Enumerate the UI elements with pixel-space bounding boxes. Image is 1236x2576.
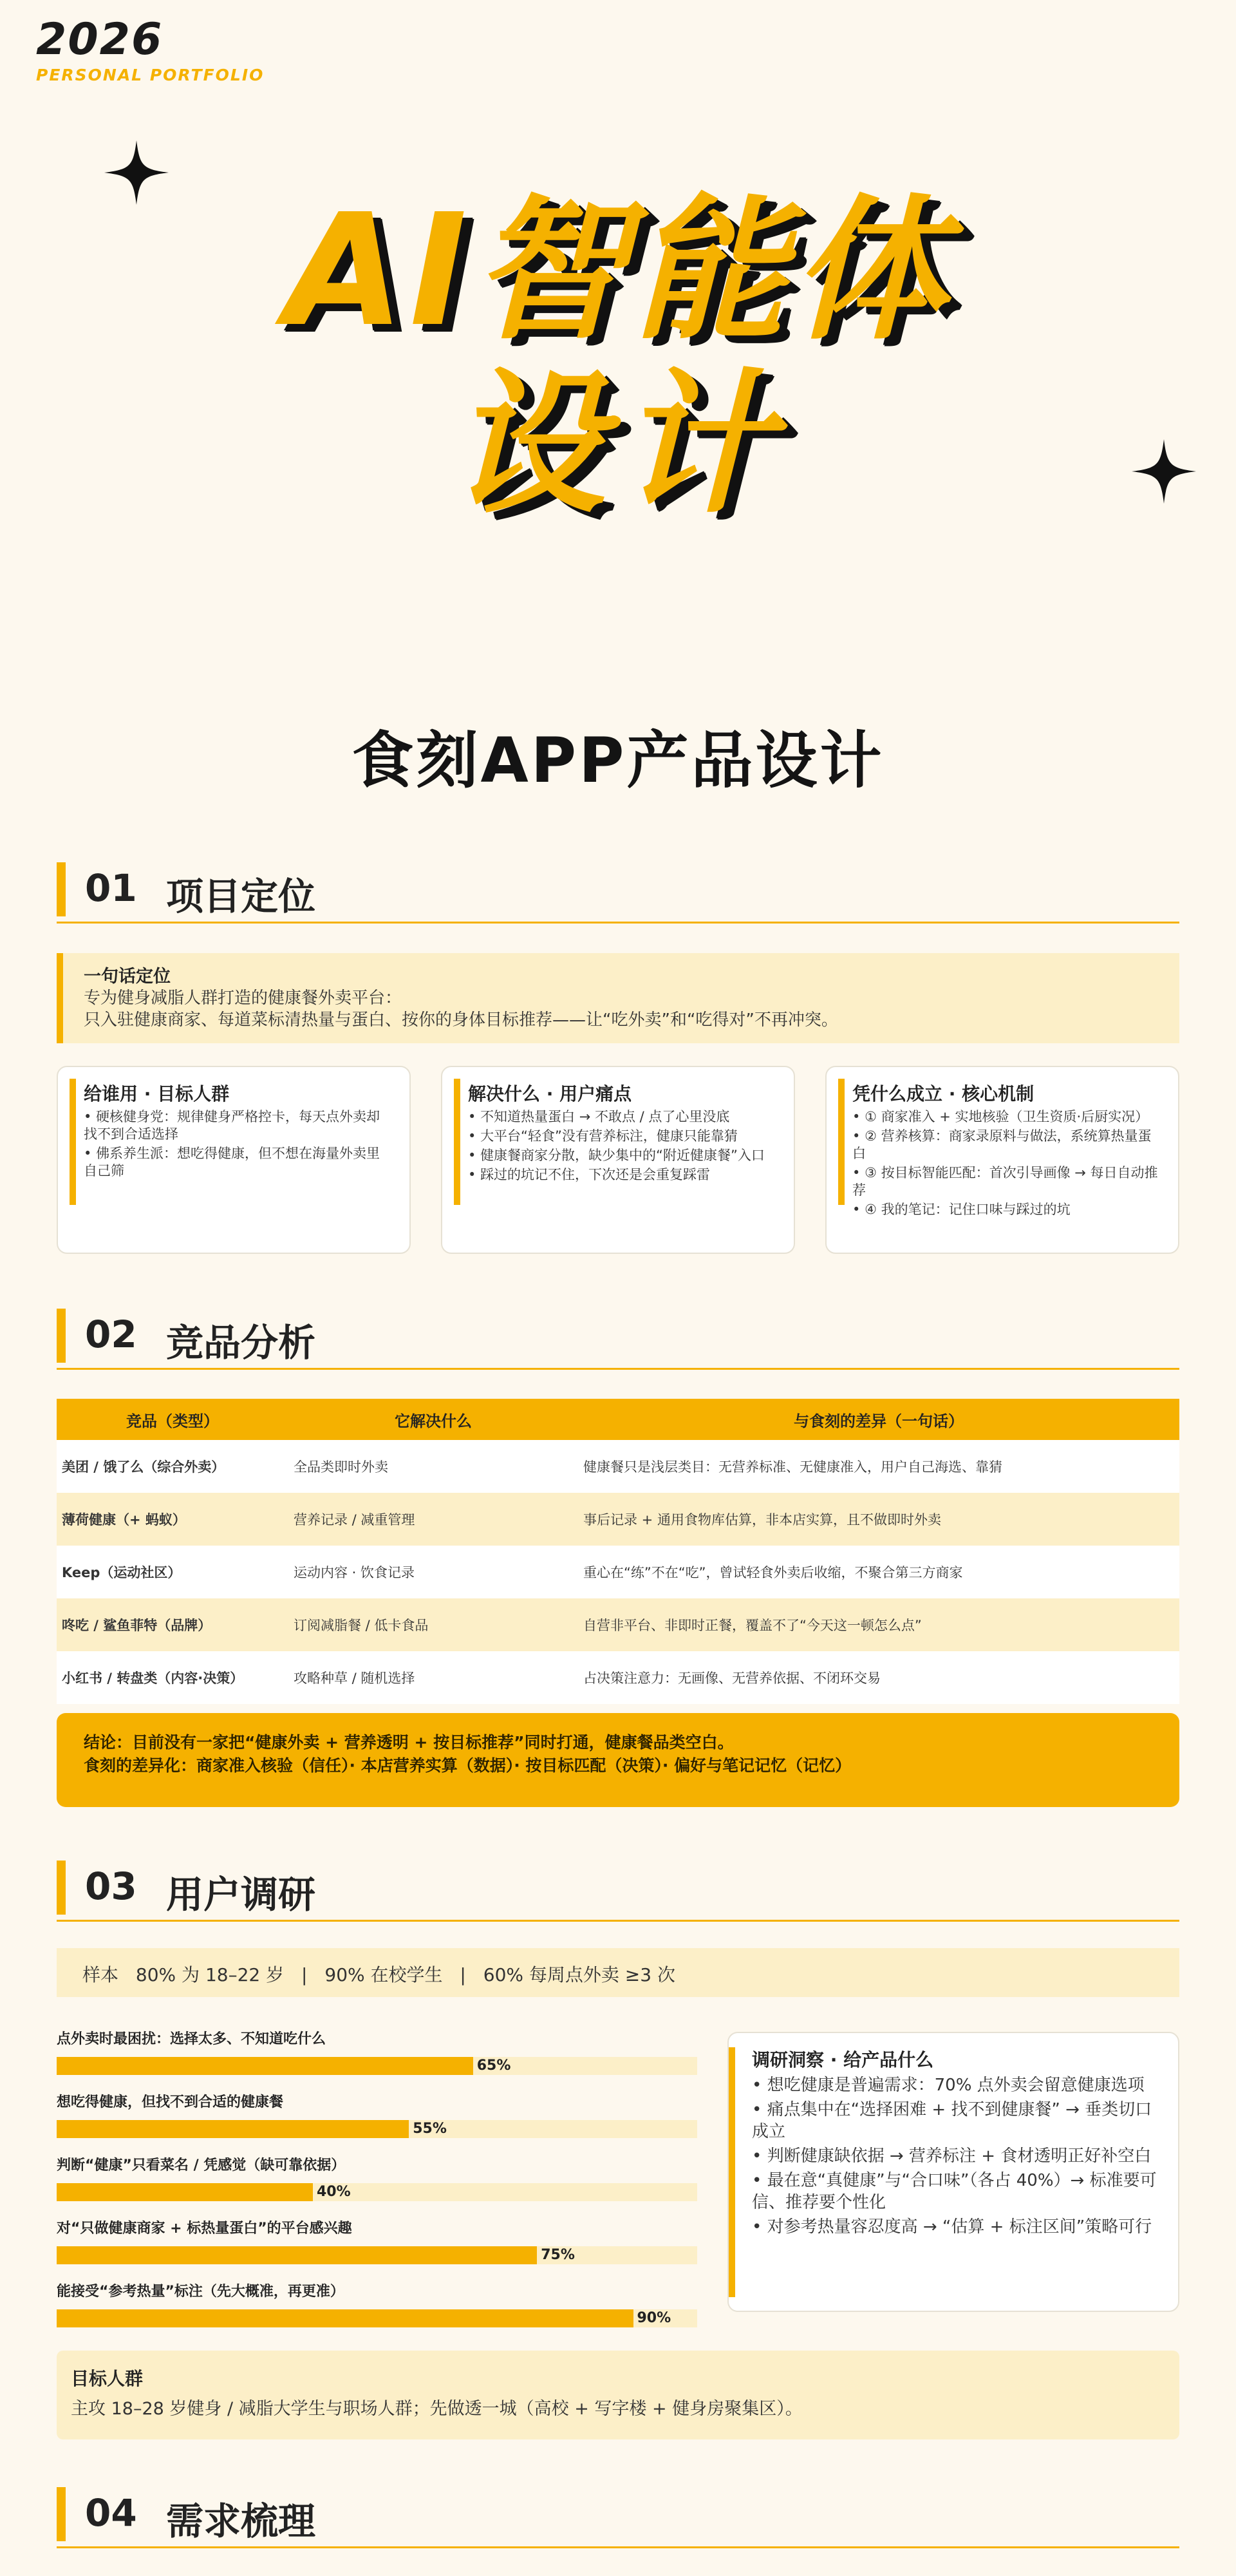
- table-cell: 健康餐只是浅层类目：无营养标准、无健康准入，用户自己海选、靠猜: [578, 1440, 1179, 1493]
- survey-track: [57, 2057, 697, 2075]
- target-heading: 目标人群: [71, 2368, 144, 2389]
- table-header-row: [57, 1399, 1179, 1440]
- year-label: 2026: [36, 14, 164, 65]
- hero-section: [0, 0, 1236, 683]
- survey-label: 想吃得健康，但找不到合适的健康餐: [57, 2094, 284, 2110]
- table-cell: 事后记录 + 通用食物库估算，非本店实算，且不做即时外卖: [578, 1493, 1179, 1546]
- survey-label: 判断“健康”只看菜名 / 凭感觉（缺可靠依据）: [57, 2157, 346, 2174]
- list-item: • 判断健康缺依据 → 营养标注 + 食材透明正好补空白: [752, 2145, 1164, 2167]
- survey-label: 对“只做健康商家 + 标热量蛋白”的平台感兴趣: [57, 2221, 352, 2237]
- list-item: • 健康餐商家分散，缺少集中的“附近健康餐”入口: [468, 1147, 777, 1164]
- list-item: • 不知道热量蛋白 → 不敢点 / 点了心里没底: [468, 1108, 777, 1126]
- sample-stat: 60% 每周点外卖 ≥3 次: [483, 1964, 675, 1985]
- table-row: [57, 1598, 1179, 1651]
- section-number: 01: [85, 866, 137, 910]
- survey-item: [57, 2092, 697, 2147]
- table-cell: 自营非平台、非即时正餐，覆盖不了“今天这一顿怎么点”: [578, 1598, 1179, 1651]
- survey-label: 能接受“参考热量”标注（先大概准，再更准）: [57, 2284, 344, 2300]
- portfolio-subtitle: PERSONAL PORTFOLIO: [36, 66, 265, 84]
- section-number: 03: [85, 1864, 137, 1908]
- list-item: • 佛系养生派：想吃得健康，但不想在海量外卖里自己筛: [84, 1145, 393, 1180]
- section-title: 用户调研: [166, 1873, 316, 1917]
- target-line: 主攻 18–28 岁健身 / 减脂大学生与职场人群；先做透一城（高校 + 写字楼 + 健身房聚集区）。: [71, 2399, 803, 2419]
- positioning-line: 只入驻健康商家、每道菜标清热量与蛋白、按你的身体目标推荐——让“吃外卖”和“吃得对”不再冲突。: [84, 1010, 838, 1030]
- table-cell: 小红书 / 转盘类（内容·决策）: [57, 1651, 288, 1704]
- section-number: 04: [85, 2491, 137, 2535]
- sample-summary: [57, 1948, 1179, 1997]
- table-cell: 占决策注意力：无画像、无营养依据、不闭环交易: [578, 1651, 1179, 1704]
- table-row: [57, 1651, 1179, 1704]
- survey-percent: 90%: [637, 2310, 671, 2326]
- list-item: • 大平台“轻食”没有营养标注，健康只能靠猜: [468, 1128, 777, 1145]
- conclusion-line: 食刻的差异化：商家准入核验（信任）· 本店营养实算（数据）· 按目标匹配（决策）· 偏好与笔记记忆（记忆）: [84, 1756, 852, 1775]
- section-title: 需求梳理: [166, 2499, 316, 2543]
- survey-item: [57, 2281, 697, 2336]
- card-list: [852, 1108, 1172, 1220]
- positioning-line: 专为健身减脂人群打造的健康餐外卖平台：: [84, 989, 402, 1008]
- section-header-positioning: [57, 860, 1179, 923]
- table-cell: 订阅减脂餐 / 低卡食品: [288, 1598, 578, 1651]
- list-item: • ③ 按目标智能匹配：首次引导画像 → 每日自动推荐: [852, 1164, 1161, 1199]
- table-cell: 全品类即时外卖: [288, 1440, 578, 1493]
- card-title: 凭什么成立 · 核心机制: [852, 1083, 1035, 1104]
- conclusion-line: 结论：目前没有一家把“健康外卖 + 营养透明 + 按目标推荐”同时打通，健康餐品类空白。: [84, 1733, 734, 1752]
- card-list: [468, 1108, 787, 1186]
- card-pain-points: [441, 1066, 795, 1254]
- app-title: 食刻APP产品设计: [351, 724, 885, 797]
- hero-title-line1: AI智能体: [285, 180, 951, 361]
- card-core-mechanism: [825, 1066, 1179, 1254]
- insight-list: [752, 2074, 1164, 2240]
- positioning-heading: 一句话定位: [84, 967, 171, 987]
- section-number: 02: [85, 1312, 137, 1356]
- survey-percent: 40%: [317, 2184, 351, 2200]
- section-title: 竞品分析: [166, 1321, 316, 1365]
- survey-fill: [57, 2057, 473, 2075]
- survey-fill: [57, 2309, 633, 2327]
- list-item: • 踩过的坑记不住，下次还是会重复踩雷: [468, 1166, 777, 1184]
- table-cell: 美团 / 饿了么（综合外卖）: [57, 1440, 288, 1493]
- table-cell: 攻略种草 / 随机选择: [288, 1651, 578, 1704]
- table-cell: 咚吃 / 鲨鱼菲特（品牌）: [57, 1598, 288, 1651]
- table-row: [57, 1440, 1179, 1493]
- column-header: 它解决什么: [288, 1399, 578, 1440]
- list-item: • 痛点集中在“选择困难 + 找不到健康餐” → 垂类切口成立: [752, 2099, 1164, 2143]
- column-header: 与食刻的差异（一句话）: [578, 1399, 1179, 1440]
- card-accent-bar: [729, 2047, 735, 2297]
- list-item: • 硬核健身党：规律健身严格控卡，每天点外卖却找不到合适选择: [84, 1108, 393, 1143]
- sample-stat: 90% 在校学生: [324, 1964, 443, 1985]
- survey-fill: [57, 2120, 409, 2138]
- table-row: [57, 1493, 1179, 1546]
- survey-percent: 55%: [413, 2121, 447, 2137]
- section-header-research: [57, 1858, 1179, 1922]
- card-title: 解决什么 · 用户痛点: [468, 1083, 632, 1104]
- survey-track: [57, 2120, 697, 2138]
- card-accent-bar: [454, 1079, 460, 1205]
- insight-card: [727, 2032, 1179, 2312]
- survey-item: [57, 2155, 697, 2210]
- card-target-users: [57, 1066, 411, 1254]
- list-item: • 想吃健康是普遍需求：70% 点外卖会留意健康选项: [752, 2074, 1164, 2096]
- table-cell: Keep（运动社区）: [57, 1546, 288, 1598]
- survey-fill: [57, 2246, 537, 2264]
- card-list: [84, 1108, 403, 1182]
- column-header: 竞品（类型）: [57, 1399, 288, 1440]
- list-item: • ④ 我的笔记：记住口味与踩过的坑: [852, 1201, 1161, 1218]
- table-cell: 营养记录 / 减重管理: [288, 1493, 578, 1546]
- survey-percent: 65%: [476, 2058, 511, 2074]
- list-item: • ② 营养核算：商家录原料与做法，系统算热量蛋白: [852, 1128, 1161, 1162]
- table-cell: 运动内容 · 饮食记录: [288, 1546, 578, 1598]
- insight-title: 调研洞察 · 给产品什么: [752, 2049, 934, 2070]
- section-header-competitors: [57, 1306, 1179, 1370]
- separator: |: [301, 1964, 308, 1985]
- survey-item: [57, 2218, 697, 2273]
- survey-track: [57, 2246, 697, 2264]
- sample-label: 样本: [82, 1964, 119, 1985]
- survey-label: 点外卖时最困扰：选择太多、不知道吃什么: [57, 2031, 326, 2047]
- card-title: 给谁用 · 目标人群: [84, 1083, 230, 1104]
- survey-fill: [57, 2183, 313, 2201]
- list-item: • 对参考热量容忍度高 → “估算 + 标注区间”策略可行: [752, 2216, 1164, 2238]
- card-accent-bar: [838, 1079, 845, 1205]
- survey-percent: 75%: [541, 2247, 575, 2263]
- target-users-box: [57, 2351, 1179, 2439]
- section-accent-bar: [57, 2487, 66, 2541]
- section-accent-bar: [57, 1861, 66, 1915]
- list-item: • ① 商家准入 + 实地核验（卫生资质·后厨实况）: [852, 1108, 1161, 1126]
- survey-track: [57, 2183, 697, 2201]
- list-item: • 最在意“真健康”与“合口味”（各占 40%）→ 标准要可信、推荐要个性化: [752, 2170, 1164, 2213]
- table-cell: 重心在“练”不在“吃”，曾试轻食外卖后收缩，不聚合第三方商家: [578, 1546, 1179, 1598]
- hero-title-line2: 设计: [451, 354, 785, 535]
- table-cell: 薄荷健康（+ 蚂蚁）: [57, 1493, 288, 1546]
- table-row: [57, 1546, 1179, 1598]
- section-header-requirements: [57, 2485, 1179, 2548]
- conclusion-box: [57, 1713, 1179, 1807]
- positioning-box: [57, 953, 1179, 1043]
- competitor-table: [57, 1399, 1179, 1704]
- survey-item: [57, 2029, 697, 2084]
- section-title: 项目定位: [166, 875, 316, 918]
- separator: |: [460, 1964, 466, 1985]
- card-accent-bar: [70, 1079, 76, 1205]
- section-accent-bar: [57, 1309, 66, 1363]
- section-accent-bar: [57, 862, 66, 916]
- sample-stat: 80% 为 18–22 岁: [135, 1964, 285, 1985]
- survey-track: [57, 2309, 697, 2327]
